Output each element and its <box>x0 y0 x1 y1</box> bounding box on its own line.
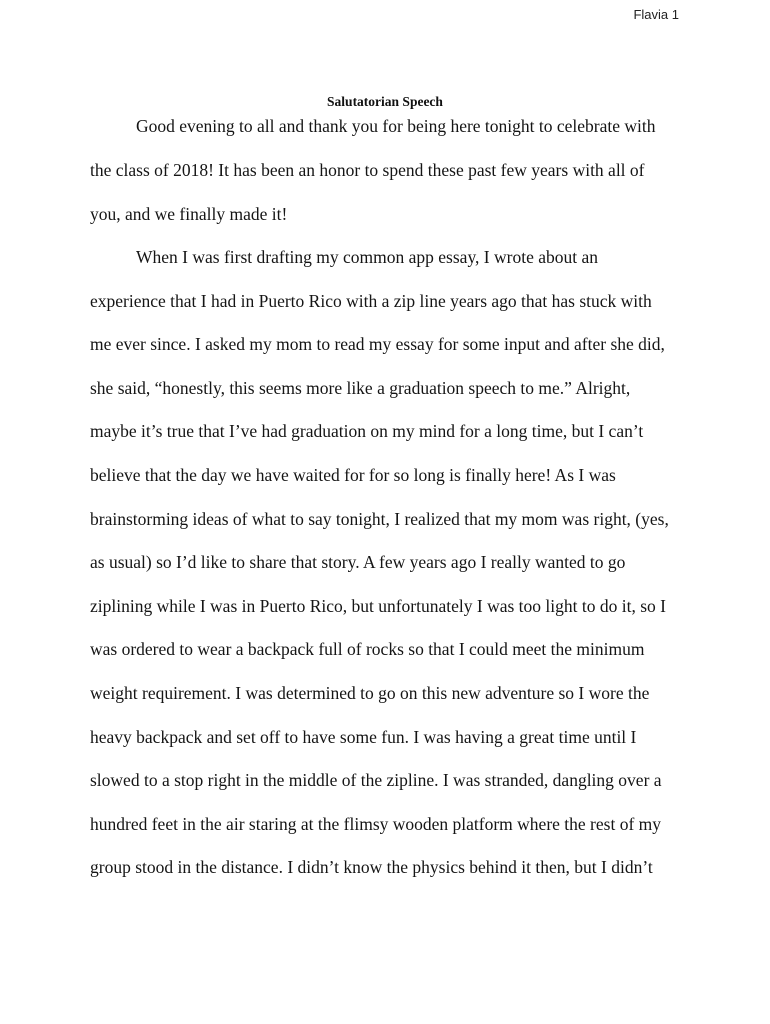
text-line: you, and we finally made it! <box>90 204 288 224</box>
text-line: believe that the day we have waited for for so long is finally here! As I was <box>90 465 616 485</box>
text-line: hundred feet in the air staring at the flimsy wooden platform where the rest of my <box>90 814 662 834</box>
text-line: as usual) so I’d like to share that story. A few years ago I really wanted to go <box>90 552 626 572</box>
text-line: ziplining while I was in Puerto Rico, but unfortunately I was too light to do it, so I <box>90 596 666 616</box>
text-line: slowed to a stop right in the middle of the zipline. I was stranded, dangling over a <box>90 770 662 790</box>
speech-title: Salutatorian Speech <box>327 94 443 109</box>
text-line: the class of 2018! It has been an honor to spend these past few years with all of <box>90 160 645 180</box>
text-line: When I was first drafting my common app essay, I wrote about an <box>136 247 598 267</box>
text-line: weight requirement. I was determined to go on this new adventure so I wore the <box>90 683 650 703</box>
text-line: was ordered to wear a backpack full of rocks so that I could meet the minimum <box>90 639 645 659</box>
text-line: she said, “honestly, this seems more like a graduation speech to me.” Alright, <box>90 378 631 398</box>
text-line: brainstorming ideas of what to say tonight, I realized that my mom was right, (yes, <box>90 509 669 529</box>
text-line: experience that I had in Puerto Rico with a zip line years ago that has stuck with <box>90 291 652 311</box>
text-line: heavy backpack and set off to have some fun. I was having a great time until I <box>90 727 637 747</box>
running-header: Flavia 1 <box>633 7 679 22</box>
text-line: group stood in the distance. I didn’t know the physics behind it then, but I didn’t <box>90 857 653 877</box>
text-line: maybe it’s true that I’ve had graduation on my mind for a long time, but I can’t <box>90 421 644 441</box>
text-line: Good evening to all and thank you for being here tonight to celebrate with <box>136 116 656 136</box>
text-line: me ever since. I asked my mom to read my essay for some input and after she did, <box>90 334 665 354</box>
